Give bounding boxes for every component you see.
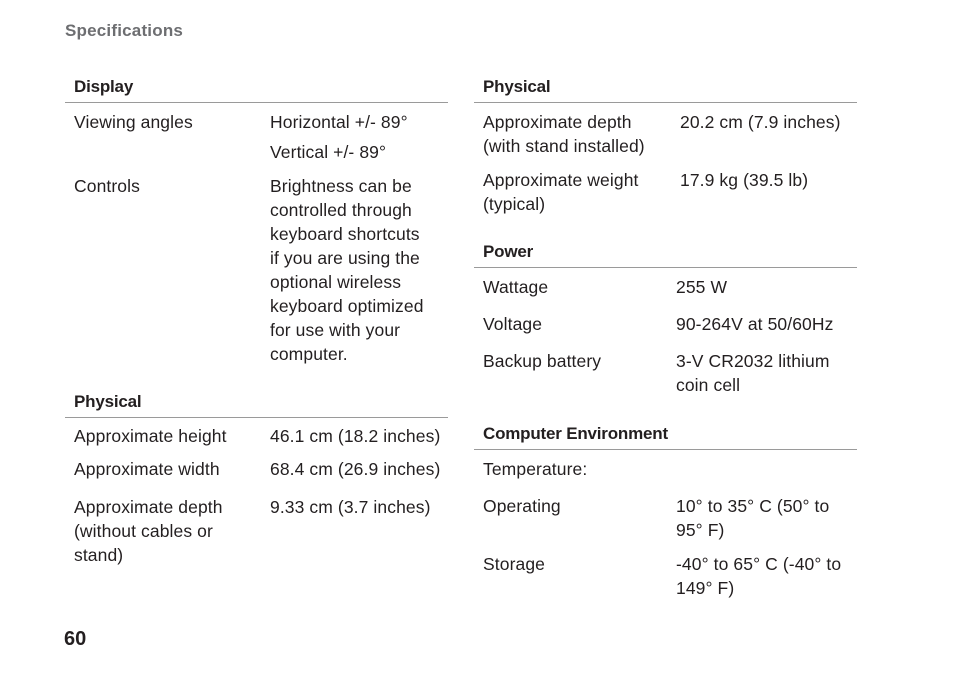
backup-battery-value-line: 3-V CR2032 lithium (676, 351, 830, 371)
physical-right-section-title: Physical (483, 77, 551, 96)
environment-section-title: Computer Environment (483, 424, 668, 443)
power-section-title: Power (483, 242, 534, 261)
backup-battery-label: Backup battery (483, 351, 602, 371)
wattage-value: 255 W (676, 277, 728, 297)
viewing-angles-value-line: Horizontal +/- 89° (270, 112, 408, 132)
approx-depth-label-line: stand) (74, 545, 124, 565)
operating-label: Operating (483, 496, 561, 516)
controls-value-line: for use with your (270, 320, 401, 340)
display-section-title: Display (74, 77, 134, 96)
temperature-label: Temperature: (483, 459, 588, 479)
controls-value-line: keyboard optimized (270, 296, 424, 316)
approx-width-value: 68.4 cm (26.9 inches) (270, 459, 441, 479)
approx-height-value: 46.1 cm (18.2 inches) (270, 426, 441, 446)
controls-value-line: computer. (270, 344, 348, 364)
controls-value-line: optional wireless (270, 272, 402, 292)
environment-divider (474, 449, 857, 450)
approx-height-label: Approximate height (74, 426, 227, 446)
depth-with-stand-label-line: (with stand installed) (483, 136, 645, 156)
approx-weight-value: 17.9 kg (39.5 lb) (680, 170, 809, 190)
storage-value-line: -40° to 65° C (-40° to (676, 554, 842, 574)
voltage-label: Voltage (483, 314, 543, 334)
operating-value-line: 10° to 35° C (50° to (676, 496, 830, 516)
storage-value-line: 149° F) (676, 578, 735, 598)
depth-with-stand-label-line: Approximate depth (483, 112, 632, 132)
wattage-label: Wattage (483, 277, 549, 297)
controls-value-line: controlled through (270, 200, 412, 220)
controls-value-line: keyboard shortcuts (270, 224, 420, 244)
physical-left-section-title: Physical (74, 392, 142, 411)
voltage-value: 90-264V at 50/60Hz (676, 314, 834, 334)
approx-weight-label-line: Approximate weight (483, 170, 639, 190)
backup-battery-value-line: coin cell (676, 375, 741, 395)
depth-with-stand-value: 20.2 cm (7.9 inches) (680, 112, 841, 132)
page-header: Specifications (65, 21, 184, 40)
approx-depth-value: 9.33 cm (3.7 inches) (270, 497, 431, 517)
page-number: 60 (64, 628, 87, 650)
controls-value-line: if you are using the (270, 248, 420, 268)
operating-value-line: 95° F) (676, 520, 725, 540)
approx-depth-label-line: (without cables or (74, 521, 213, 541)
viewing-angles-label: Viewing angles (74, 112, 193, 132)
physical-right-divider (474, 102, 857, 103)
approx-depth-label-line: Approximate depth (74, 497, 223, 517)
approx-width-label: Approximate width (74, 459, 220, 479)
display-divider (65, 102, 448, 103)
approx-weight-label-line: (typical) (483, 194, 546, 214)
physical-left-divider (65, 417, 448, 418)
viewing-angles-value-line: Vertical +/- 89° (270, 142, 387, 162)
controls-value-line: Brightness can be (270, 176, 412, 196)
storage-label: Storage (483, 554, 545, 574)
controls-label: Controls (74, 176, 140, 196)
power-divider (474, 267, 857, 268)
